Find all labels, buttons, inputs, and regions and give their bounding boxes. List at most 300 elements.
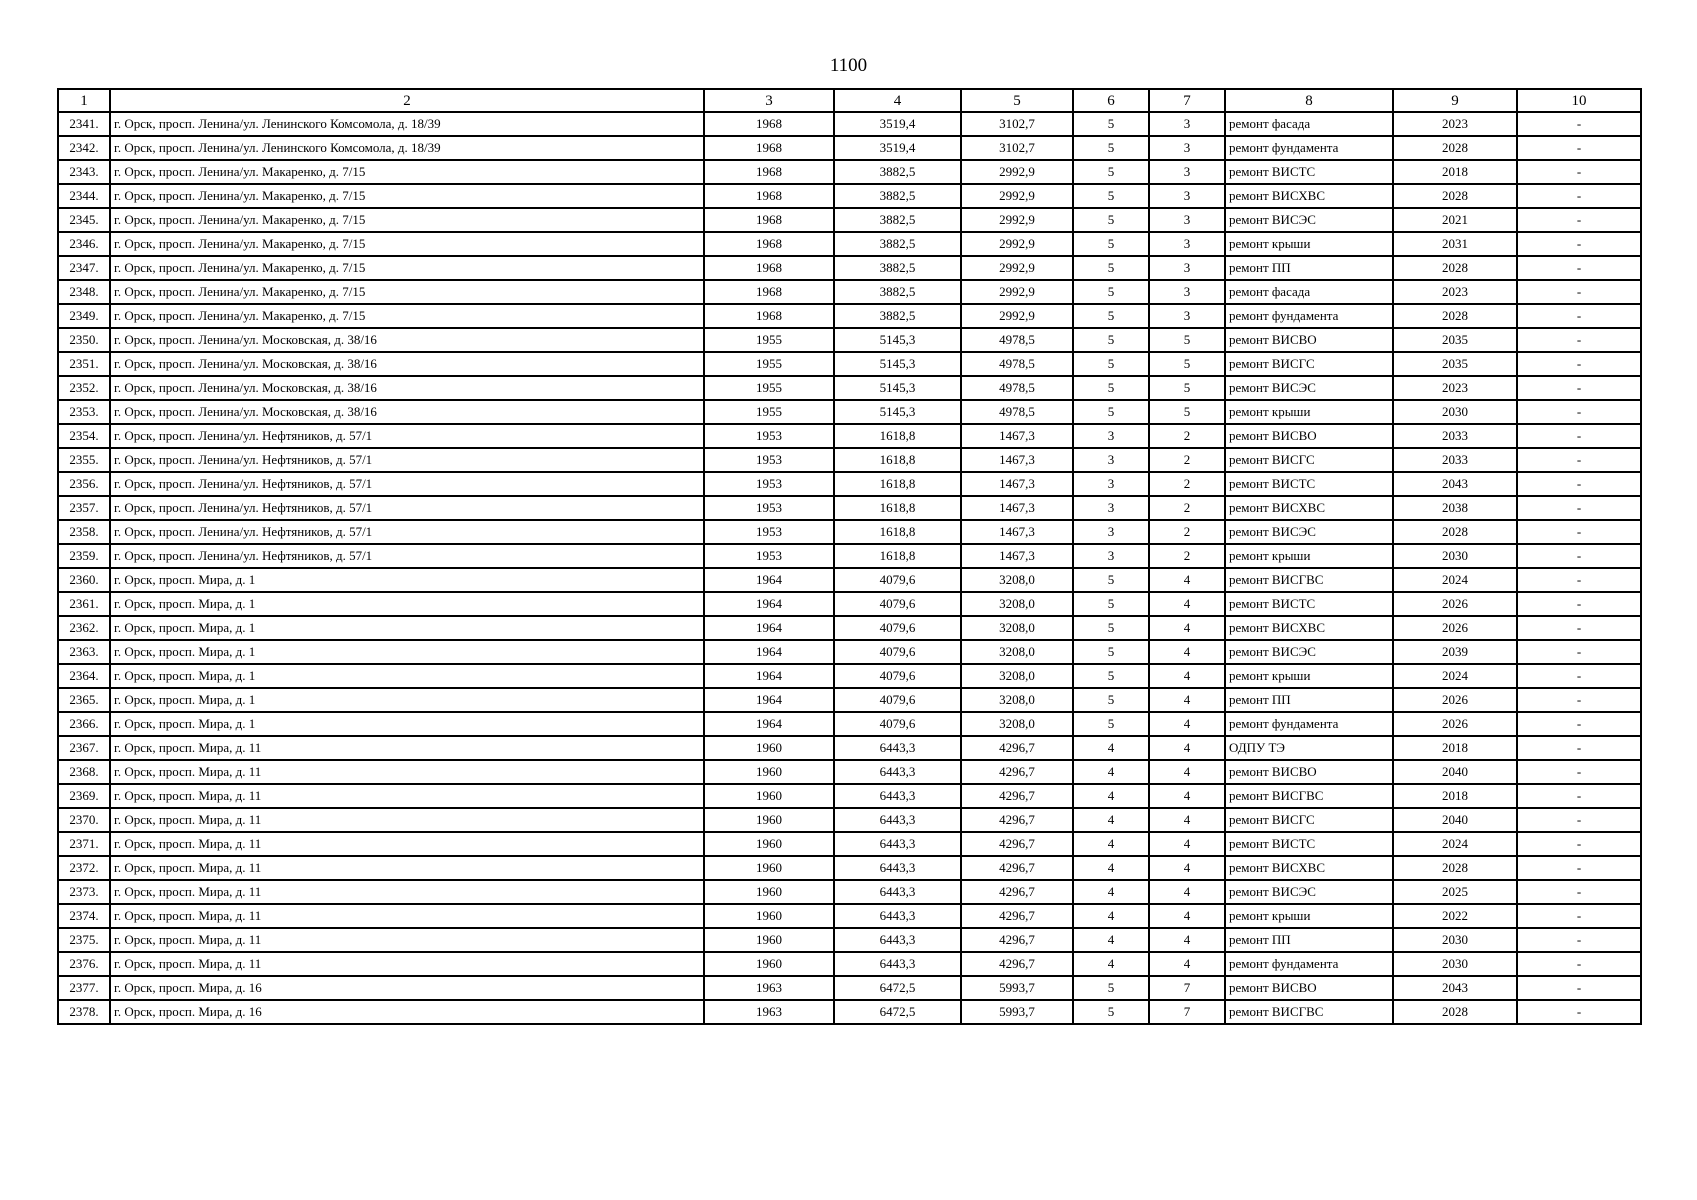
address-cell: г. Орск, просп. Ленина/ул. Макаренко, д. 7/15 (110, 232, 704, 256)
year-cell: 1960 (704, 784, 834, 808)
note-cell: - (1517, 712, 1641, 736)
note-cell: - (1517, 1000, 1641, 1024)
floors-cell: 5 (1073, 400, 1149, 424)
living-area-cell: 4296,7 (961, 784, 1073, 808)
total-area-cell: 3519,4 (834, 136, 961, 160)
floors-cell: 5 (1073, 640, 1149, 664)
work-type-cell: ремонт ПП (1225, 256, 1393, 280)
note-cell: - (1517, 808, 1641, 832)
address-cell: г. Орск, просп. Ленина/ул. Московская, д. 38/16 (110, 376, 704, 400)
note-cell: - (1517, 904, 1641, 928)
entrances-cell: 3 (1149, 112, 1225, 136)
year-cell: 1968 (704, 112, 834, 136)
total-area-cell: 3882,5 (834, 208, 961, 232)
total-area-cell: 4079,6 (834, 616, 961, 640)
address-cell: г. Орск, просп. Мира, д. 11 (110, 856, 704, 880)
total-area-cell: 3882,5 (834, 232, 961, 256)
work-type-cell: ремонт фундамента (1225, 136, 1393, 160)
row-number: 2360. (58, 568, 110, 592)
living-area-cell: 4296,7 (961, 928, 1073, 952)
entrances-cell: 7 (1149, 976, 1225, 1000)
planned-year-cell: 2028 (1393, 1000, 1517, 1024)
row-number: 2366. (58, 712, 110, 736)
entrances-cell: 4 (1149, 568, 1225, 592)
work-type-cell: ремонт ВИСГС (1225, 808, 1393, 832)
floors-cell: 5 (1073, 616, 1149, 640)
table-row (58, 688, 1641, 712)
note-cell: - (1517, 640, 1641, 664)
column-header: 2 (110, 89, 704, 112)
planned-year-cell: 2026 (1393, 712, 1517, 736)
total-area-cell: 6443,3 (834, 760, 961, 784)
work-type-cell: ремонт ВИСТС (1225, 832, 1393, 856)
floors-cell: 4 (1073, 928, 1149, 952)
entrances-cell: 5 (1149, 352, 1225, 376)
note-cell: - (1517, 976, 1641, 1000)
living-area-cell: 4296,7 (961, 736, 1073, 760)
planned-year-cell: 2028 (1393, 304, 1517, 328)
year-cell: 1968 (704, 232, 834, 256)
work-type-cell: ремонт ВИСВО (1225, 760, 1393, 784)
address-cell: г. Орск, просп. Ленина/ул. Нефтяников, д. 57/1 (110, 448, 704, 472)
living-area-cell: 2992,9 (961, 232, 1073, 256)
table-row (58, 328, 1641, 352)
year-cell: 1960 (704, 736, 834, 760)
floors-cell: 5 (1073, 592, 1149, 616)
entrances-cell: 2 (1149, 520, 1225, 544)
address-cell: г. Орск, просп. Ленина/ул. Московская, д. 38/16 (110, 328, 704, 352)
address-cell: г. Орск, просп. Мира, д. 11 (110, 784, 704, 808)
row-number: 2341. (58, 112, 110, 136)
table-row (58, 520, 1641, 544)
entrances-cell: 2 (1149, 496, 1225, 520)
address-cell: г. Орск, просп. Мира, д. 1 (110, 616, 704, 640)
total-area-cell: 6443,3 (834, 808, 961, 832)
year-cell: 1953 (704, 448, 834, 472)
entrances-cell: 4 (1149, 688, 1225, 712)
address-cell: г. Орск, просп. Ленина/ул. Нефтяников, д. 57/1 (110, 496, 704, 520)
floors-cell: 5 (1073, 184, 1149, 208)
address-cell: г. Орск, просп. Ленина/ул. Нефтяников, д. 57/1 (110, 424, 704, 448)
table-row (58, 616, 1641, 640)
year-cell: 1968 (704, 280, 834, 304)
living-area-cell: 3208,0 (961, 616, 1073, 640)
address-cell: г. Орск, просп. Ленина/ул. Московская, д. 38/16 (110, 352, 704, 376)
year-cell: 1968 (704, 184, 834, 208)
column-header: 4 (834, 89, 961, 112)
living-area-cell: 3208,0 (961, 640, 1073, 664)
planned-year-cell: 2038 (1393, 496, 1517, 520)
row-number: 2347. (58, 256, 110, 280)
table-row (58, 448, 1641, 472)
work-type-cell: ремонт крыши (1225, 232, 1393, 256)
living-area-cell: 5993,7 (961, 976, 1073, 1000)
planned-year-cell: 2043 (1393, 472, 1517, 496)
floors-cell: 5 (1073, 280, 1149, 304)
year-cell: 1968 (704, 136, 834, 160)
row-number: 2354. (58, 424, 110, 448)
work-type-cell: ремонт ВИСХВС (1225, 184, 1393, 208)
note-cell: - (1517, 928, 1641, 952)
planned-year-cell: 2030 (1393, 400, 1517, 424)
planned-year-cell: 2035 (1393, 328, 1517, 352)
address-cell: г. Орск, просп. Мира, д. 11 (110, 760, 704, 784)
address-cell: г. Орск, просп. Мира, д. 1 (110, 568, 704, 592)
year-cell: 1955 (704, 376, 834, 400)
living-area-cell: 4296,7 (961, 952, 1073, 976)
floors-cell: 4 (1073, 760, 1149, 784)
work-type-cell: ремонт фундамента (1225, 952, 1393, 976)
row-number: 2349. (58, 304, 110, 328)
work-type-cell: ремонт ВИСЭС (1225, 208, 1393, 232)
entrances-cell: 3 (1149, 208, 1225, 232)
row-number: 2363. (58, 640, 110, 664)
living-area-cell: 2992,9 (961, 208, 1073, 232)
row-number: 2371. (58, 832, 110, 856)
work-type-cell: ремонт ВИСЭС (1225, 880, 1393, 904)
floors-cell: 3 (1073, 520, 1149, 544)
work-type-cell: ремонт ВИСГС (1225, 352, 1393, 376)
year-cell: 1964 (704, 688, 834, 712)
note-cell: - (1517, 304, 1641, 328)
entrances-cell: 2 (1149, 544, 1225, 568)
note-cell: - (1517, 184, 1641, 208)
planned-year-cell: 2033 (1393, 424, 1517, 448)
row-number: 2344. (58, 184, 110, 208)
work-type-cell: ремонт ВИСЭС (1225, 640, 1393, 664)
table-row (58, 784, 1641, 808)
row-number: 2369. (58, 784, 110, 808)
floors-cell: 5 (1073, 664, 1149, 688)
year-cell: 1953 (704, 544, 834, 568)
year-cell: 1960 (704, 952, 834, 976)
work-type-cell: ремонт фасада (1225, 112, 1393, 136)
planned-year-cell: 2022 (1393, 904, 1517, 928)
row-number: 2343. (58, 160, 110, 184)
year-cell: 1960 (704, 904, 834, 928)
entrances-cell: 4 (1149, 952, 1225, 976)
living-area-cell: 3208,0 (961, 664, 1073, 688)
row-number: 2356. (58, 472, 110, 496)
total-area-cell: 1618,8 (834, 448, 961, 472)
total-area-cell: 6443,3 (834, 784, 961, 808)
planned-year-cell: 2028 (1393, 520, 1517, 544)
table-row (58, 808, 1641, 832)
note-cell: - (1517, 544, 1641, 568)
table-row (58, 472, 1641, 496)
work-type-cell: ремонт крыши (1225, 544, 1393, 568)
floors-cell: 3 (1073, 448, 1149, 472)
living-area-cell: 3208,0 (961, 712, 1073, 736)
table-row (58, 112, 1641, 136)
total-area-cell: 1618,8 (834, 544, 961, 568)
floors-cell: 5 (1073, 712, 1149, 736)
note-cell: - (1517, 880, 1641, 904)
planned-year-cell: 2018 (1393, 736, 1517, 760)
address-cell: г. Орск, просп. Мира, д. 1 (110, 592, 704, 616)
total-area-cell: 4079,6 (834, 568, 961, 592)
floors-cell: 5 (1073, 328, 1149, 352)
entrances-cell: 4 (1149, 808, 1225, 832)
planned-year-cell: 2026 (1393, 616, 1517, 640)
entrances-cell: 7 (1149, 1000, 1225, 1024)
floors-cell: 4 (1073, 832, 1149, 856)
row-number: 2357. (58, 496, 110, 520)
floors-cell: 4 (1073, 736, 1149, 760)
row-number: 2345. (58, 208, 110, 232)
table-row (58, 832, 1641, 856)
living-area-cell: 3208,0 (961, 568, 1073, 592)
year-cell: 1968 (704, 160, 834, 184)
note-cell: - (1517, 328, 1641, 352)
total-area-cell: 1618,8 (834, 424, 961, 448)
planned-year-cell: 2028 (1393, 256, 1517, 280)
total-area-cell: 3882,5 (834, 280, 961, 304)
row-number: 2364. (58, 664, 110, 688)
work-type-cell: ремонт ВИСТС (1225, 592, 1393, 616)
year-cell: 1968 (704, 304, 834, 328)
total-area-cell: 4079,6 (834, 712, 961, 736)
living-area-cell: 2992,9 (961, 280, 1073, 304)
row-number: 2348. (58, 280, 110, 304)
planned-year-cell: 2040 (1393, 760, 1517, 784)
column-header: 3 (704, 89, 834, 112)
address-cell: г. Орск, просп. Ленина/ул. Макаренко, д. 7/15 (110, 184, 704, 208)
note-cell: - (1517, 520, 1641, 544)
planned-year-cell: 2018 (1393, 784, 1517, 808)
work-type-cell: ремонт фундамента (1225, 712, 1393, 736)
floors-cell: 5 (1073, 976, 1149, 1000)
address-cell: г. Орск, просп. Ленина/ул. Макаренко, д. 7/15 (110, 256, 704, 280)
table-row (58, 160, 1641, 184)
floors-cell: 4 (1073, 904, 1149, 928)
entrances-cell: 4 (1149, 904, 1225, 928)
total-area-cell: 3882,5 (834, 184, 961, 208)
column-header: 9 (1393, 89, 1517, 112)
floors-cell: 5 (1073, 232, 1149, 256)
planned-year-cell: 2023 (1393, 280, 1517, 304)
note-cell: - (1517, 736, 1641, 760)
year-cell: 1960 (704, 760, 834, 784)
floors-cell: 3 (1073, 544, 1149, 568)
row-number: 2375. (58, 928, 110, 952)
table-row (58, 640, 1641, 664)
living-area-cell: 5993,7 (961, 1000, 1073, 1024)
note-cell: - (1517, 664, 1641, 688)
row-number: 2378. (58, 1000, 110, 1024)
row-number: 2362. (58, 616, 110, 640)
table-row (58, 304, 1641, 328)
year-cell: 1960 (704, 856, 834, 880)
entrances-cell: 4 (1149, 712, 1225, 736)
planned-year-cell: 2035 (1393, 352, 1517, 376)
work-type-cell: ремонт ВИСГВС (1225, 1000, 1393, 1024)
table-row (58, 232, 1641, 256)
total-area-cell: 6443,3 (834, 880, 961, 904)
entrances-cell: 4 (1149, 928, 1225, 952)
living-area-cell: 1467,3 (961, 448, 1073, 472)
row-number: 2367. (58, 736, 110, 760)
row-number: 2365. (58, 688, 110, 712)
entrances-cell: 2 (1149, 448, 1225, 472)
entrances-cell: 4 (1149, 880, 1225, 904)
address-cell: г. Орск, просп. Мира, д. 11 (110, 832, 704, 856)
entrances-cell: 5 (1149, 400, 1225, 424)
note-cell: - (1517, 160, 1641, 184)
work-type-cell: ремонт ВИСГВС (1225, 784, 1393, 808)
address-cell: г. Орск, просп. Мира, д. 1 (110, 664, 704, 688)
column-header: 8 (1225, 89, 1393, 112)
floors-cell: 5 (1073, 688, 1149, 712)
total-area-cell: 1618,8 (834, 520, 961, 544)
total-area-cell: 1618,8 (834, 496, 961, 520)
repair-schedule-table (57, 88, 1642, 1025)
planned-year-cell: 2031 (1393, 232, 1517, 256)
entrances-cell: 4 (1149, 856, 1225, 880)
living-area-cell: 1467,3 (961, 520, 1073, 544)
planned-year-cell: 2043 (1393, 976, 1517, 1000)
table-row (58, 496, 1641, 520)
year-cell: 1964 (704, 712, 834, 736)
planned-year-cell: 2025 (1393, 880, 1517, 904)
living-area-cell: 3102,7 (961, 136, 1073, 160)
work-type-cell: ремонт крыши (1225, 904, 1393, 928)
year-cell: 1960 (704, 808, 834, 832)
table-row (58, 184, 1641, 208)
floors-cell: 4 (1073, 880, 1149, 904)
total-area-cell: 6472,5 (834, 976, 961, 1000)
note-cell: - (1517, 832, 1641, 856)
entrances-cell: 4 (1149, 832, 1225, 856)
total-area-cell: 3882,5 (834, 160, 961, 184)
address-cell: г. Орск, просп. Мира, д. 11 (110, 736, 704, 760)
address-cell: г. Орск, просп. Мира, д. 1 (110, 688, 704, 712)
total-area-cell: 3519,4 (834, 112, 961, 136)
planned-year-cell: 2033 (1393, 448, 1517, 472)
total-area-cell: 1618,8 (834, 472, 961, 496)
floors-cell: 5 (1073, 1000, 1149, 1024)
total-area-cell: 3882,5 (834, 304, 961, 328)
year-cell: 1955 (704, 352, 834, 376)
living-area-cell: 3208,0 (961, 688, 1073, 712)
year-cell: 1955 (704, 328, 834, 352)
living-area-cell: 2992,9 (961, 256, 1073, 280)
year-cell: 1964 (704, 616, 834, 640)
address-cell: г. Орск, просп. Мира, д. 16 (110, 976, 704, 1000)
total-area-cell: 4079,6 (834, 640, 961, 664)
row-number: 2370. (58, 808, 110, 832)
address-cell: г. Орск, просп. Мира, д. 11 (110, 952, 704, 976)
row-number: 2350. (58, 328, 110, 352)
table-row (58, 376, 1641, 400)
note-cell: - (1517, 472, 1641, 496)
year-cell: 1953 (704, 472, 834, 496)
year-cell: 1968 (704, 208, 834, 232)
entrances-cell: 4 (1149, 640, 1225, 664)
table-row (58, 928, 1641, 952)
entrances-cell: 3 (1149, 232, 1225, 256)
entrances-cell: 4 (1149, 736, 1225, 760)
entrances-cell: 2 (1149, 472, 1225, 496)
table-row (58, 136, 1641, 160)
planned-year-cell: 2030 (1393, 928, 1517, 952)
address-cell: г. Орск, просп. Мира, д. 1 (110, 640, 704, 664)
entrances-cell: 3 (1149, 256, 1225, 280)
column-header: 1 (58, 89, 110, 112)
row-number: 2342. (58, 136, 110, 160)
table-row (58, 952, 1641, 976)
note-cell: - (1517, 568, 1641, 592)
note-cell: - (1517, 424, 1641, 448)
note-cell: - (1517, 136, 1641, 160)
entrances-cell: 4 (1149, 616, 1225, 640)
row-number: 2377. (58, 976, 110, 1000)
total-area-cell: 4079,6 (834, 688, 961, 712)
living-area-cell: 1467,3 (961, 472, 1073, 496)
floors-cell: 4 (1073, 856, 1149, 880)
work-type-cell: ремонт ВИСВО (1225, 424, 1393, 448)
row-number: 2346. (58, 232, 110, 256)
note-cell: - (1517, 592, 1641, 616)
entrances-cell: 4 (1149, 664, 1225, 688)
entrances-cell: 2 (1149, 424, 1225, 448)
work-type-cell: ремонт ВИСВО (1225, 976, 1393, 1000)
note-cell: - (1517, 784, 1641, 808)
work-type-cell: ремонт ВИСЭС (1225, 376, 1393, 400)
living-area-cell: 4296,7 (961, 856, 1073, 880)
table-row (58, 568, 1641, 592)
address-cell: г. Орск, просп. Ленина/ул. Макаренко, д. 7/15 (110, 160, 704, 184)
living-area-cell: 2992,9 (961, 184, 1073, 208)
table-row (58, 712, 1641, 736)
floors-cell: 4 (1073, 808, 1149, 832)
total-area-cell: 6443,3 (834, 928, 961, 952)
table-row (58, 424, 1641, 448)
planned-year-cell: 2028 (1393, 856, 1517, 880)
work-type-cell: ремонт крыши (1225, 664, 1393, 688)
planned-year-cell: 2039 (1393, 640, 1517, 664)
address-cell: г. Орск, просп. Ленина/ул. Ленинского Комсомола, д. 18/39 (110, 112, 704, 136)
work-type-cell: ремонт ПП (1225, 928, 1393, 952)
column-header: 7 (1149, 89, 1225, 112)
table-row (58, 856, 1641, 880)
floors-cell: 3 (1073, 472, 1149, 496)
table-row (58, 664, 1641, 688)
note-cell: - (1517, 256, 1641, 280)
address-cell: г. Орск, просп. Мира, д. 11 (110, 904, 704, 928)
table-row (58, 760, 1641, 784)
work-type-cell: ремонт ВИСГВС (1225, 568, 1393, 592)
address-cell: г. Орск, просп. Ленина/ул. Московская, д. 38/16 (110, 400, 704, 424)
work-type-cell: ремонт ВИСТС (1225, 160, 1393, 184)
year-cell: 1964 (704, 592, 834, 616)
address-cell: г. Орск, просп. Мира, д. 16 (110, 1000, 704, 1024)
planned-year-cell: 2026 (1393, 688, 1517, 712)
note-cell: - (1517, 688, 1641, 712)
column-header: 6 (1073, 89, 1149, 112)
floors-cell: 5 (1073, 568, 1149, 592)
year-cell: 1964 (704, 664, 834, 688)
table-row (58, 880, 1641, 904)
living-area-cell: 4978,5 (961, 400, 1073, 424)
note-cell: - (1517, 496, 1641, 520)
total-area-cell: 6443,3 (834, 856, 961, 880)
column-header: 10 (1517, 89, 1641, 112)
planned-year-cell: 2024 (1393, 568, 1517, 592)
total-area-cell: 6443,3 (834, 904, 961, 928)
row-number: 2368. (58, 760, 110, 784)
planned-year-cell: 2028 (1393, 184, 1517, 208)
